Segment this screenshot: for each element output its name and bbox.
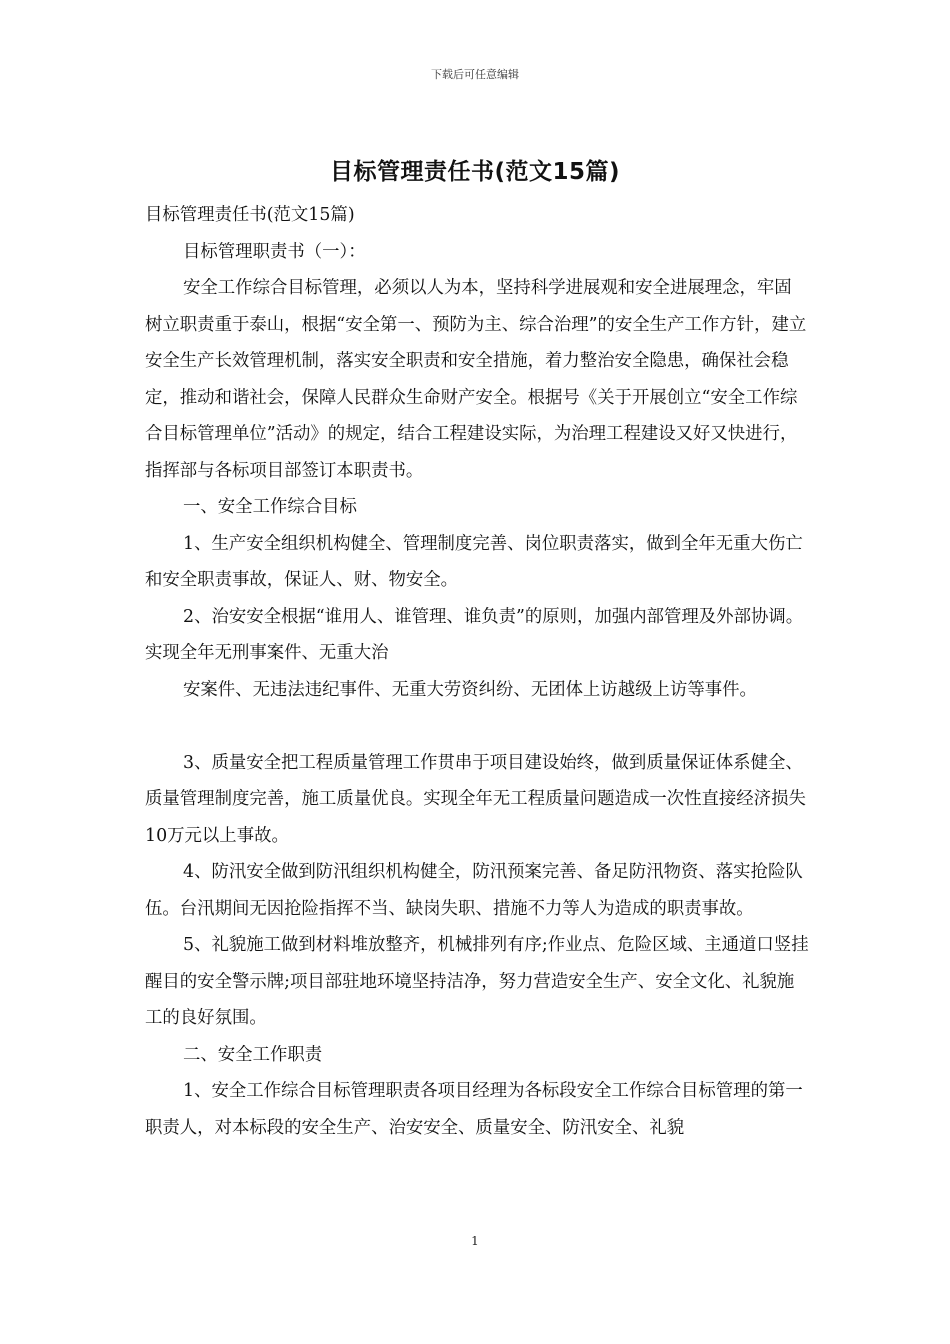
blank-line (145, 708, 809, 745)
section-heading: 目标管理职责书（一）： (183, 241, 366, 262)
part1-heading: 一、安全工作综合目标 (183, 497, 357, 517)
part2-heading: 二、安全工作职责 (183, 1044, 323, 1065)
paragraph-intro: 安全工作综合目标管理，必须以人为本，坚持科学进展观和安全进展理念，牢固树立职责重于泰山，根据“安全第一、预防为主、综合治理”的安全生产工作方针，建立安全生产长效管理机制，落实安全职责和安全措施，着力整治安全隐患，确保社会稳定，推动和谐社会，保障人民群众生命财产安全。根据号《关于开展创立“安全工作综合目标管理单位”活动》的规定，结合工程建设实际，为治理工程建设又好又快进行，指挥部与各标项目部签订本职责书。 (145, 278, 807, 481)
paragraph-duty1: 1、安全工作综合目标管理职责各项目经理为各标段安全工作综合目标管理的第一职责人，对本标段的安全生产、治安安全、质量安全、防汛安全、礼貌 (145, 1081, 803, 1138)
paragraph-item1: 1、生产安全组织机构健全、管理制度完善、岗位职责落实，做到全年无重大伤亡和安全职责事故，保证人、财、物安全。 (145, 533, 803, 590)
paragraph-item3: 3、质量安全把工程质量管理工作贯串于项目建设始终，做到质量保证体系健全、质量管理制度完善，施工质量优良。实现全年无工程质量问题造成一次性直接经济损失10万元以上事故。 (145, 752, 806, 846)
subtitle-line: 目标管理责任书(范文15篇) (145, 205, 355, 225)
paragraph-item4: 4、防汛安全做到防汛组织机构健全，防汛预案完善、备足防汛物资、落实抢险队伍。台汛期间无因抢险指挥不当、缺岗失职、措施不力等人为造成的职责事故。 (145, 862, 803, 919)
page-number: 1 (471, 1234, 479, 1248)
paragraph-item2-b: 安案件、无违法违纪事件、无重大劳资纠纷、无团体上访越级上访等事件。 (183, 679, 757, 700)
document-body (145, 197, 809, 1146)
document-title: 目标管理责任书(范文15篇) (329, 159, 621, 185)
paragraph-item5: 5、礼貌施工做到材料堆放整齐，机械排列有序;作业点、危险区域、主通道口竖挂醒目的安全警示牌;项目部驻地环境坚持洁净，努力营造安全生产、安全文化、礼貌施工的良好氛围。 (145, 935, 809, 1028)
header-note: 下载后可任意编辑 (431, 68, 519, 81)
paragraph-item2-a: 2、治安安全根据“谁用人、谁管理、谁负责”的原则，加强内部管理及外部协调。实现全年无刑事案件、无重大治 (145, 606, 804, 663)
